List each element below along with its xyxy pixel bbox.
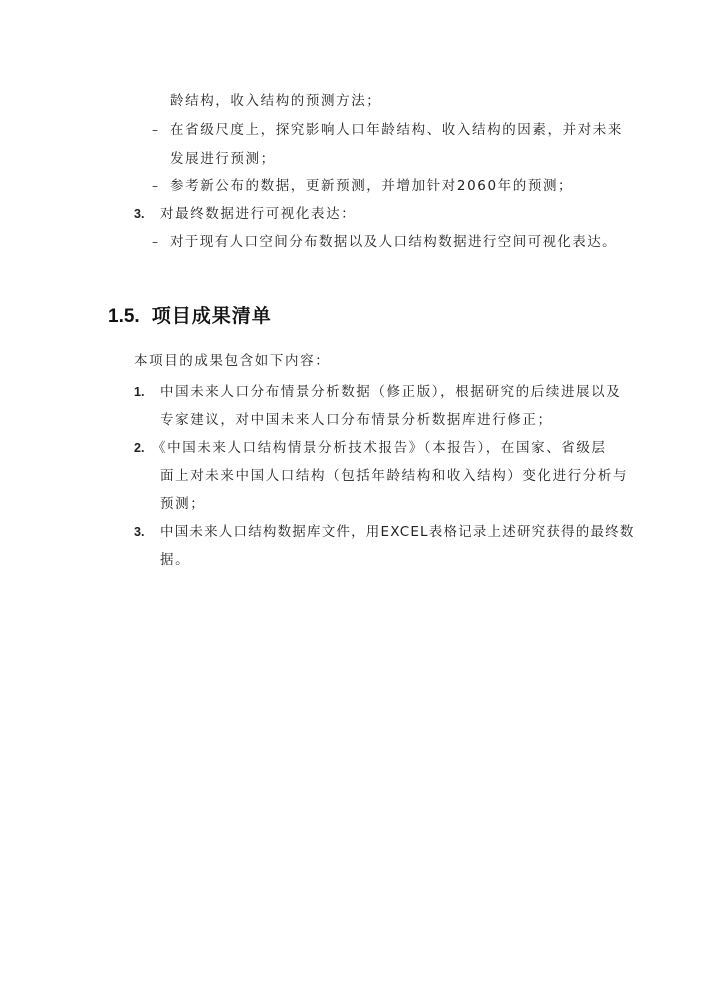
dash-bullet-marker: – (152, 235, 158, 249)
bullet-2-text: 参考新公布的数据，更新预测，并增加针对2060年的预测； (170, 178, 574, 194)
list-item-1-number: 1. (134, 385, 145, 399)
list-item-3-number: 3. (134, 525, 145, 539)
list-item-2-line-2: 面上对未来中国人口结构（包括年龄结构和收入结构）变化进行分析与 (160, 468, 629, 484)
list-item-2-line-1: 《中国未来人口结构情景分析技术报告》（本报告），在国家、省级层 (152, 440, 607, 456)
list-item-3-number: 3. (134, 207, 145, 221)
list-item-2-line-3: 预测； (160, 496, 206, 512)
section-heading (108, 303, 272, 330)
section-title: 项目成果清单 (151, 305, 272, 327)
list-item-1-line-2: 专家建议，对中国未来人口分布情景分析数据库进行修正； (160, 412, 553, 428)
section-number: 1.5. (108, 306, 140, 327)
dash-bullet-marker: – (152, 123, 158, 137)
list-item-3-text: 对最终数据进行可视化表达： (160, 206, 357, 222)
list-item-3-line-2: 据。 (160, 552, 191, 568)
list-continuation-line: 龄结构，收入结构的预测方法； (170, 93, 382, 109)
bullet-1-line-2: 发展进行预测； (170, 151, 276, 167)
list-item-1-line-1: 中国未来人口分布情景分析数据（修正版），根据研究的后续进展以及 (160, 384, 622, 400)
bullet-1-line-1: 在省级尺度上，探究影响人口年龄结构、收入结构的因素，并对未来 (170, 122, 623, 138)
bullet-3-text: 对于现有人口空间分布数据以及人口结构数据进行空间可视化表达。 (170, 234, 617, 250)
list-item-2-number: 2. (134, 441, 145, 455)
section-intro: 本项目的成果包含如下内容： (134, 353, 331, 369)
dash-bullet-marker: – (152, 179, 158, 193)
list-item-3-line-1: 中国未来人口结构数据库文件，用EXCEL表格记录上述研究获得的最终数 (160, 524, 635, 540)
